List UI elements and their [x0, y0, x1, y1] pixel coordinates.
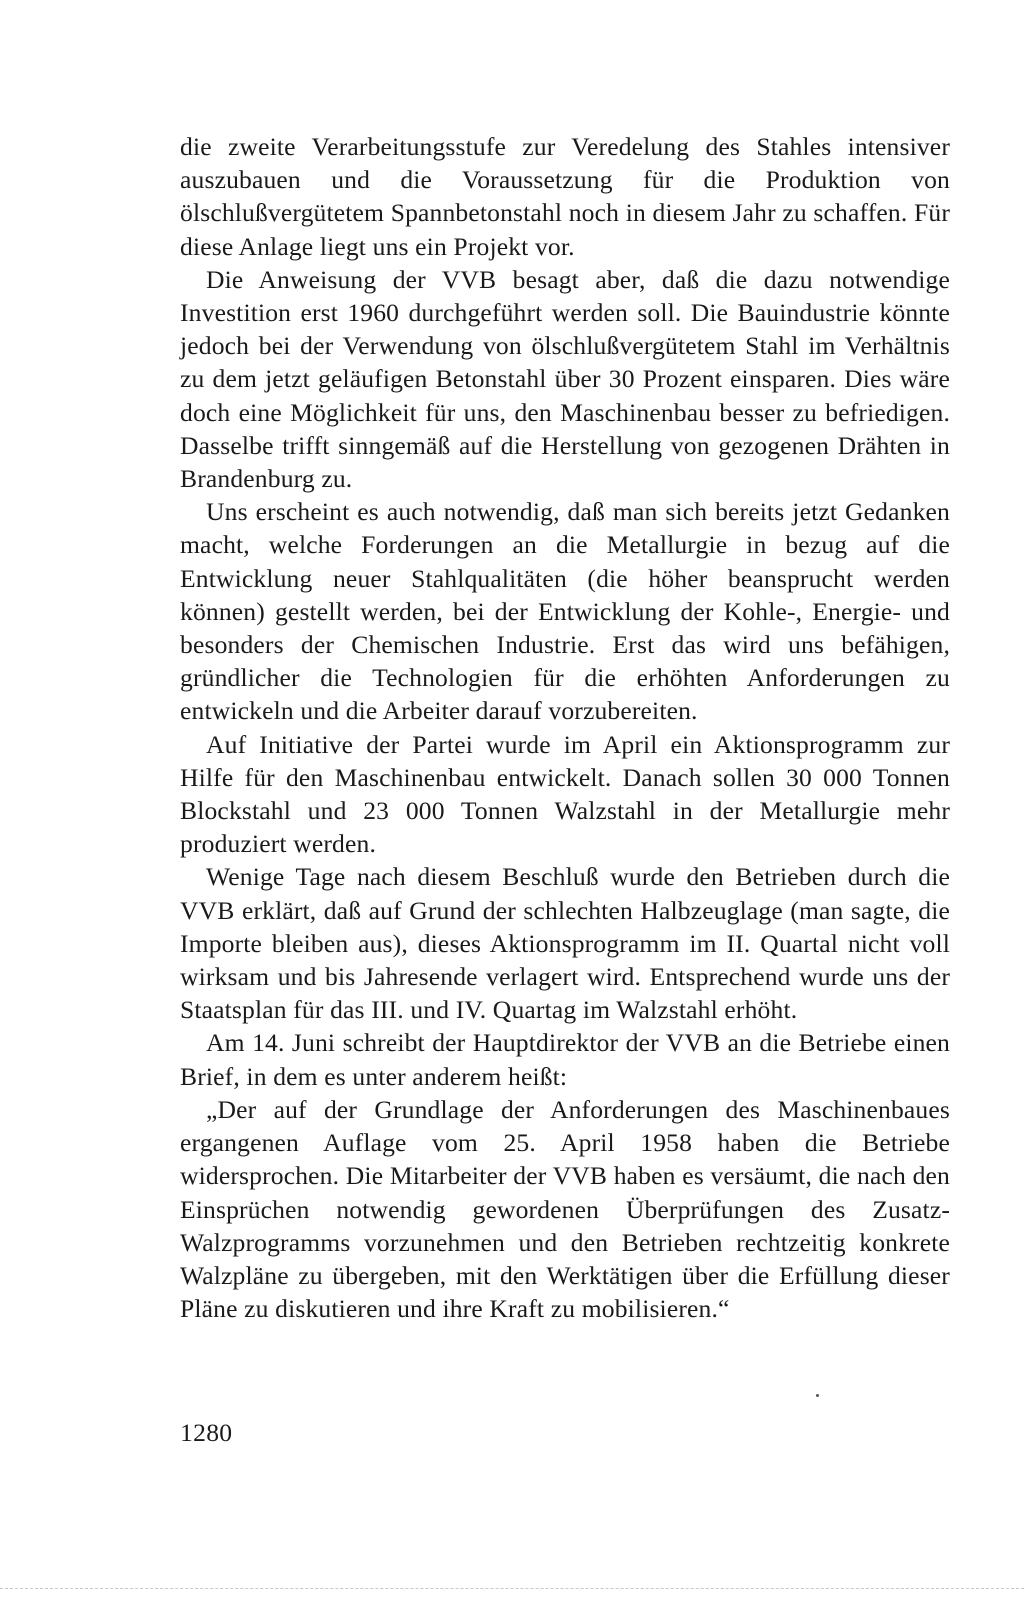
paragraph-1: die zweite Verarbeitungsstufe zur Veredelung des Stahles intensiver auszubauen und die Voraussetzung für die Produktion von ölschlußvergütetem Spannbetonstahl noch in diesem Jahr zu schaffen. Für diese Anlage liegt uns ein Projekt vor.	[180, 132, 950, 261]
paragraph-3: Uns erscheint es auch notwendig, daß man sich bereits jetzt Gedanken macht, welche Forderungen an die Metallurgie in bezug auf die Entwicklung neuer Stahlqualitäten (die höher beansprucht werden können) gestellt werden, bei der Entwicklung der Kohle-, Energie- und besonders der Chemischen Industrie. Erst das wird uns befähigen, gründlicher die Technologien für die erhöhten Anforderungen zu entwickeln und die Arbeiter darauf vorzubereiten.	[180, 497, 950, 726]
ink-speck	[816, 1394, 819, 1397]
paragraph-6: Am 14. Juni schreibt der Hauptdirektor der VVB an die Betriebe einen Brief, in dem es unter anderem heißt:	[180, 1028, 950, 1091]
scan-bottom-edge	[0, 1588, 1024, 1589]
paragraph-4: Auf Initiative der Partei wurde im April ein Aktionsprogramm zur Hilfe für den Maschinenbau entwickelt. Danach sollen 30 000 Tonnen Blockstahl und 23 000 Tonnen Walzstahl in der Metallurgie mehr produziert werden.	[180, 729, 950, 859]
quote-paragraph: „Der auf der Grundlage der Anforderungen des Maschinenbaues ergangenen Auflage vom 25. April 1958 haben die Betriebe widersprochen. Die Mitarbeiter der VVB haben es versäumt, die nach den Einsprüchen notwendig gewordenen Überprüfungen des Zusatz-Walzprogramms vorzunehmen und den Betrieben rechtzeitig konkrete Walzpläne zu übergeben, mit den Werktätigen über die Erfüllung dieser Pläne zu diskutieren und ihre Kraft zu mobilisieren.“	[180, 1094, 950, 1324]
body-text	[180, 130, 950, 1325]
paragraph-5: Wenige Tage nach diesem Beschluß wurde den Betrieben durch die VVB erklärt, daß auf Grund der schlechten Halbzeuglage (man sagte, die Importe bleiben aus), dieses Aktionsprogramm im II. Quartal nicht voll wirksam und bis Jahresende verlagert wird. Entsprechend wurde uns der Staatsplan für das III. und IV. Quartag im Walzstahl erhöht.	[180, 862, 950, 1025]
paragraph-2: Die Anweisung der VVB besagt aber, daß die dazu notwendige Investition erst 1960 durchgeführt werden soll. Die Bauindustrie könnte jedoch bei der Verwendung von ölschlußvergütetem Stahl im Verhältnis zu dem jetzt geläufigen Betonstahl über 30 Prozent einsparen. Dies wäre doch eine Möglichkeit für uns, den Maschinenbau besser zu befriedigen. Dasselbe trifft sinngemäß auf die Herstellung von gezogenen Drähten in Brandenburg zu.	[180, 264, 950, 494]
page-number: 1280	[180, 1418, 233, 1447]
